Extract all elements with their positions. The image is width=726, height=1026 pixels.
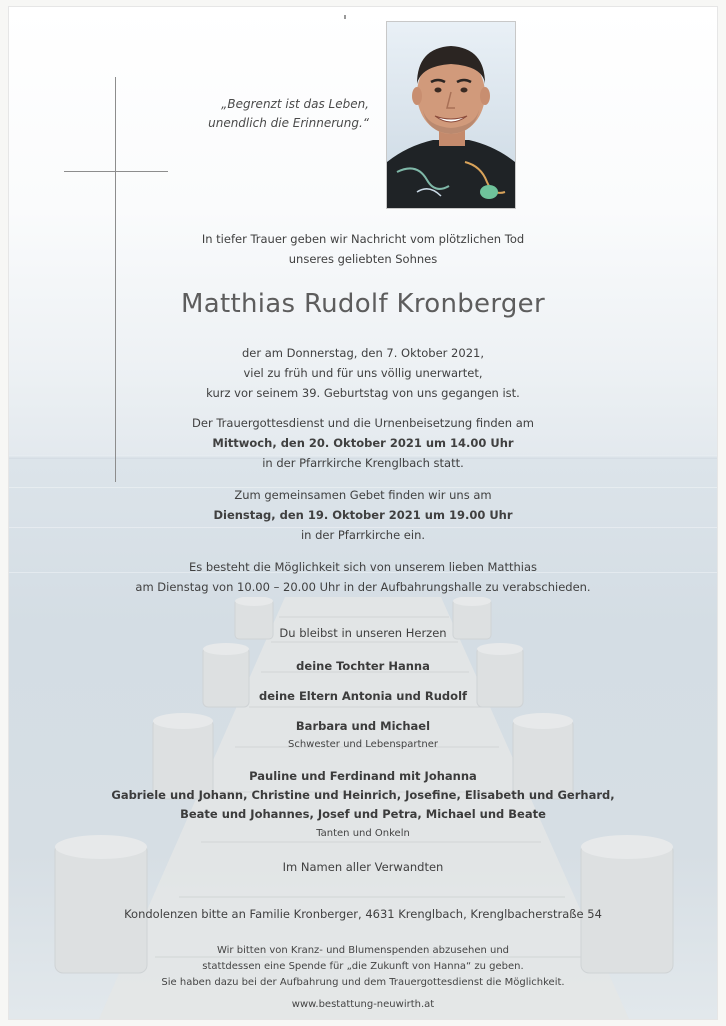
prayer-line: in der Pfarrkirche ein.	[300, 528, 426, 542]
donation-line: stattdessen eine Spende für „die Zukunft von Hanna“ zu geben.	[202, 961, 524, 972]
mourner-line: Gabriele und Johann, Christine und Heinrich, Josefine, Elisabeth und Gerhard,	[111, 788, 615, 802]
death-notice-line: der am Donnerstag, den 7. Oktober 2021,	[242, 346, 484, 360]
mourner-line: Pauline und Ferdinand mit Johanna	[249, 769, 477, 783]
prayer-line: Zum gemeinsamen Gebet finden wir uns am	[234, 488, 492, 502]
donation-note	[9, 943, 717, 991]
quote	[159, 95, 369, 133]
funeral-date: Mittwoch, den 20. Oktober 2021 um 14.00 Uhr	[212, 436, 514, 450]
funeral-line: Der Trauergottesdienst und die Urnenbeisetzung finden am	[192, 416, 534, 430]
prayer-date: Dienstag, den 19. Oktober 2021 um 19.00 Uhr	[213, 508, 513, 522]
condolences-address: Kondolenzen bitte an Familie Kronberger, 4631 Krenglbach, Krenglbacherstraße 54	[124, 907, 602, 921]
mourner-relatives: Im Namen aller Verwandten	[282, 860, 444, 874]
death-notice-line: viel zu früh und für uns völlig unerwartet,	[243, 366, 483, 380]
cross-icon-bar	[64, 171, 168, 172]
funeral-line: in der Pfarrkirche Krenglbach statt.	[262, 456, 464, 470]
quote-line: „Begrenzt ist das Leben,	[221, 97, 369, 111]
mourner-sister: Barbara und Michael	[295, 719, 431, 733]
intro-line: In tiefer Trauer geben wir Nachricht vom plötzlichen Tod	[201, 232, 525, 246]
mourner-sister-role: Schwester und Lebenspartner	[288, 739, 438, 750]
quote-line: unendlich die Erinnerung.“	[208, 116, 369, 130]
donation-line: Sie haben dazu bei der Aufbahrung und dem Trauergottesdienst die Möglichkeit.	[161, 977, 565, 988]
mourner-aunts-role: Tanten und Onkeln	[316, 828, 410, 839]
scan-mark	[344, 15, 346, 19]
obituary-page	[8, 6, 718, 1020]
prayer-info	[9, 485, 717, 545]
deceased-name: Matthias Rudolf Kronberger	[181, 289, 545, 319]
donation-line: Wir bitten von Kranz- und Blumenspenden abzusehen und	[216, 945, 510, 956]
funeral-home-website: www.bestattung-neuwirth.at	[291, 999, 435, 1010]
intro-text	[9, 229, 717, 269]
heart-line: Du bleibst in unseren Herzen	[279, 626, 447, 640]
death-notice	[9, 343, 717, 403]
mourner-line: Beate und Johannes, Josef und Petra, Michael und Beate	[180, 807, 546, 821]
farewell-line: Es besteht die Möglichkeit sich von unserem lieben Matthias	[188, 560, 538, 574]
farewell-line: am Dienstag von 10.00 – 20.00 Uhr in der Aufbahrungshalle zu verabschieden.	[135, 580, 591, 594]
mourner-aunts-uncles	[9, 767, 717, 824]
funeral-info	[9, 413, 717, 473]
intro-line: unseres geliebten Sohnes	[288, 252, 438, 266]
farewell-info	[9, 557, 717, 597]
mourner-daughter: deine Tochter Hanna	[296, 659, 430, 673]
portrait-photo	[386, 21, 516, 209]
mourner-parents: deine Eltern Antonia und Rudolf	[258, 689, 468, 703]
death-notice-line: kurz vor seinem 39. Geburtstag von uns gegangen ist.	[206, 386, 520, 400]
